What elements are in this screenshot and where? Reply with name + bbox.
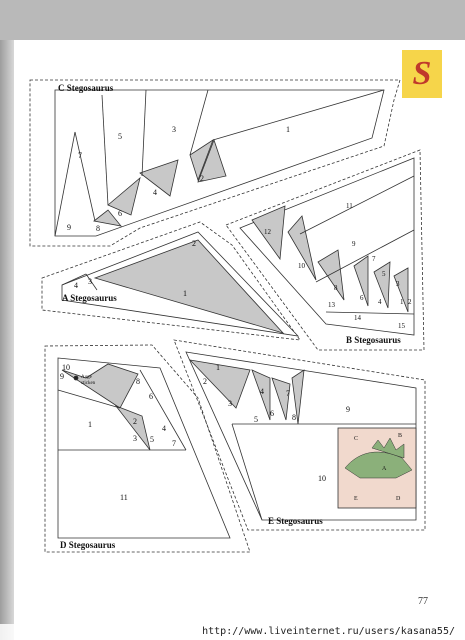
section-e-title: E Stegosaurus	[268, 516, 323, 526]
preview-label: B	[398, 433, 403, 439]
piece-label: 5	[118, 132, 122, 141]
piece-label: 5	[382, 270, 386, 278]
piece-label: 10	[62, 363, 70, 372]
piece-label: 2	[203, 377, 207, 386]
piece-label: 8	[334, 284, 338, 292]
piece-label: 15	[398, 322, 405, 330]
preview-label: E	[354, 496, 358, 502]
piece-label: 6	[360, 294, 364, 302]
section-b-title: B Stegosaurus	[346, 335, 401, 345]
piece-label: 2	[192, 239, 196, 248]
piece-label: 4	[74, 281, 78, 290]
piece-label: 1	[286, 125, 290, 134]
piece-label: 1	[183, 289, 187, 298]
piece-label: 3	[172, 125, 176, 134]
piece-label: 5	[254, 415, 258, 424]
eye-note: sticken	[81, 381, 96, 386]
piece-label: 9	[67, 223, 71, 232]
piece-label: 4	[162, 424, 166, 433]
piece-label: 5	[150, 435, 154, 444]
piece-label: 12	[264, 228, 271, 236]
piece-label: 6	[118, 209, 122, 218]
piece-label: 1	[88, 420, 92, 429]
piece-label: 7	[372, 255, 376, 263]
piece-label: 6	[149, 392, 153, 401]
piece-label: 11	[346, 202, 353, 210]
piece-label: 1	[216, 363, 220, 372]
piece-label: 8	[96, 224, 100, 233]
preview-label: D	[396, 496, 401, 502]
piece-label: 13	[328, 301, 335, 309]
piece-label: 3	[228, 399, 232, 408]
piece-label: 8	[292, 413, 296, 422]
section-a-title: A Stegosaurus	[62, 293, 117, 303]
piece-label: 4	[260, 387, 264, 396]
piece-label: 14	[354, 314, 361, 322]
preview-label: A	[382, 466, 387, 472]
section-d-title: D Stegosaurus	[60, 540, 116, 550]
piece-label: 3	[88, 277, 92, 286]
piece-label: 2	[408, 298, 412, 306]
piece-label: 10	[298, 262, 305, 270]
piece-label: 2	[133, 417, 137, 426]
piece-label: 4	[378, 298, 382, 306]
piece-label: 9	[60, 372, 64, 381]
piece-label: 7	[286, 389, 290, 398]
piece-label: 9	[346, 405, 350, 414]
piece-label: 2	[200, 174, 204, 183]
piece-label: 6	[270, 409, 274, 418]
piece-label: 1	[400, 298, 404, 306]
preview-label: C	[354, 436, 359, 442]
piece-label: 3	[133, 434, 137, 443]
piece-label: 3	[396, 280, 400, 288]
page-number: 77	[418, 596, 428, 607]
piece-label: 10	[318, 474, 326, 483]
piece-label: 7	[78, 151, 82, 160]
piece-label: 11	[120, 493, 128, 502]
chapter-badge: S	[402, 50, 442, 98]
piece-label: 9	[352, 240, 356, 248]
finished-block-preview	[338, 428, 416, 508]
source-watermark: http://www.liveinternet.ru/users/kasana55/	[0, 624, 465, 640]
eye-note: Auge	[81, 375, 92, 380]
piece-label: 7	[172, 439, 176, 448]
piece-label: 8	[136, 377, 140, 386]
piece-label: 4	[153, 188, 157, 197]
section-c-title: C Stegosaurus	[58, 83, 114, 93]
